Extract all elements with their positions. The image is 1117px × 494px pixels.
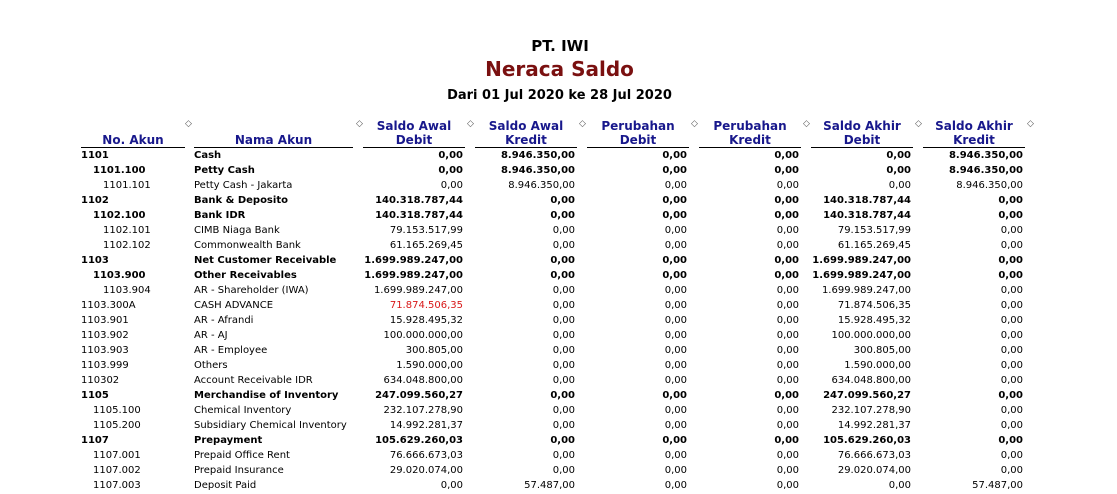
opening-debit-cell: 79.153.517,99 — [389, 225, 463, 236]
opening-debit-cell: 140.318.787,44 — [375, 195, 463, 206]
closing-credit-cell: 0,00 — [998, 270, 1023, 281]
opening-debit-cell: 634.048.800,00 — [383, 375, 463, 386]
change-credit-cell: 0,00 — [774, 150, 799, 161]
change-credit-cell: 0,00 — [776, 300, 799, 311]
col-header-opening-credit[interactable]: Saldo Awal Kredit — [475, 117, 577, 148]
account-no-cell: 1103.300A — [81, 300, 136, 311]
change-debit-cell: 0,00 — [664, 285, 687, 296]
change-debit-cell: 0,00 — [662, 165, 687, 176]
opening-debit-cell: 0,00 — [438, 165, 463, 176]
change-credit-cell: 0,00 — [776, 345, 799, 356]
change-credit-cell: 0,00 — [776, 330, 799, 341]
change-debit-cell: 0,00 — [664, 240, 687, 251]
closing-debit-cell: 0,00 — [886, 165, 911, 176]
closing-debit-cell: 1.699.989.247,00 — [812, 270, 911, 281]
table-row[interactable] — [0, 178, 1117, 193]
change-debit-cell: 0,00 — [662, 270, 687, 281]
table-row[interactable] — [0, 313, 1117, 328]
account-name-cell: Prepayment — [194, 435, 263, 446]
closing-debit-cell: 14.992.281,37 — [837, 420, 911, 431]
change-credit-cell: 0,00 — [776, 240, 799, 251]
account-no-cell: 1102.100 — [93, 210, 146, 221]
change-credit-cell: 0,00 — [774, 435, 799, 446]
account-no-cell: 110302 — [81, 375, 120, 386]
closing-debit-cell: 1.590.000,00 — [844, 360, 911, 371]
account-no-cell: 1107.003 — [93, 480, 141, 491]
closing-credit-cell: 0,00 — [1000, 360, 1023, 371]
closing-credit-cell: 0,00 — [1000, 285, 1023, 296]
change-credit-cell: 0,00 — [776, 465, 799, 476]
account-name-cell: Deposit Paid — [194, 480, 257, 491]
account-no-cell: 1101.101 — [103, 180, 151, 191]
table-row[interactable] — [0, 418, 1117, 433]
change-credit-cell: 0,00 — [776, 360, 799, 371]
closing-credit-cell: 8.946.350,00 — [948, 150, 1023, 161]
account-name-cell: CASH ADVANCE — [194, 300, 274, 311]
account-no-cell: 1105.100 — [93, 405, 141, 416]
closing-debit-cell: 140.318.787,44 — [823, 195, 911, 206]
sort-account-name-icon[interactable]: ◇ — [356, 119, 363, 129]
closing-debit-cell: 15.928.495,32 — [837, 315, 911, 326]
closing-debit-cell: 0,00 — [886, 150, 911, 161]
col-header-change-debit[interactable]: Perubahan Debit — [587, 117, 689, 148]
change-credit-cell: 0,00 — [774, 210, 799, 221]
opening-credit-cell: 0,00 — [552, 225, 575, 236]
opening-credit-cell: 0,00 — [552, 405, 575, 416]
opening-credit-cell: 57.487,00 — [524, 480, 575, 491]
account-name-cell: Merchandise of Inventory — [194, 390, 339, 401]
opening-debit-cell: 1.590.000,00 — [396, 360, 463, 371]
account-name-cell: Net Customer Receivable — [194, 255, 337, 266]
opening-debit-cell: 105.629.260,03 — [375, 435, 463, 446]
sort-closing-credit-icon[interactable]: ◇ — [1027, 119, 1034, 129]
change-debit-cell: 0,00 — [664, 360, 687, 371]
account-no-cell: 1103.904 — [103, 285, 151, 296]
report-title: Neraca Saldo — [485, 57, 634, 81]
change-debit-cell: 0,00 — [662, 255, 687, 266]
account-name-cell: AR - Afrandi — [194, 315, 254, 326]
account-name-cell: Chemical Inventory — [194, 405, 292, 416]
account-no-cell: 1107.002 — [93, 465, 141, 476]
trial-balance-table-body — [0, 148, 1117, 493]
opening-debit-cell: 1.699.989.247,00 — [373, 285, 463, 296]
sort-change-debit-icon[interactable]: ◇ — [691, 119, 698, 129]
sort-account-no-icon[interactable]: ◇ — [185, 119, 192, 129]
opening-debit-cell: 71.874.506,35 — [389, 300, 463, 311]
account-name-cell: Others — [194, 360, 228, 371]
closing-debit-cell: 300.805,00 — [853, 345, 911, 356]
account-name-cell: Prepaid Office Rent — [194, 450, 290, 461]
closing-credit-cell: 0,00 — [998, 255, 1023, 266]
account-name-cell: Prepaid Insurance — [194, 465, 284, 476]
closing-credit-cell: 0,00 — [998, 195, 1023, 206]
closing-credit-cell: 0,00 — [998, 435, 1023, 446]
table-row[interactable] — [0, 283, 1117, 298]
account-name-cell: Commonwealth Bank — [194, 240, 301, 251]
closing-credit-cell: 0,00 — [1000, 225, 1023, 236]
account-no-cell: 1107.001 — [93, 450, 141, 461]
opening-credit-cell: 8.946.350,00 — [500, 150, 575, 161]
table-row[interactable] — [0, 403, 1117, 418]
account-no-cell: 1103 — [81, 255, 109, 266]
opening-credit-cell: 0,00 — [552, 450, 575, 461]
change-credit-cell: 0,00 — [774, 270, 799, 281]
opening-debit-cell: 1.699.989.247,00 — [364, 255, 463, 266]
opening-debit-cell: 15.928.495,32 — [389, 315, 463, 326]
change-credit-cell: 0,00 — [776, 375, 799, 386]
change-debit-cell: 0,00 — [664, 450, 687, 461]
opening-credit-cell: 8.946.350,00 — [508, 180, 575, 191]
col-header-closing-debit[interactable]: Saldo Akhir Debit — [811, 117, 913, 148]
table-row[interactable] — [0, 463, 1117, 478]
account-name-cell: Other Receivables — [194, 270, 297, 281]
opening-credit-cell: 0,00 — [552, 315, 575, 326]
opening-debit-cell: 1.699.989.247,00 — [364, 270, 463, 281]
account-no-cell: 1103.902 — [81, 330, 129, 341]
closing-debit-cell: 1.699.989.247,00 — [821, 285, 911, 296]
closing-debit-cell: 140.318.787,44 — [823, 210, 911, 221]
account-name-cell: CIMB Niaga Bank — [194, 225, 280, 236]
account-no-cell: 1103.900 — [93, 270, 146, 281]
table-row[interactable] — [0, 448, 1117, 463]
table-row[interactable] — [0, 358, 1117, 373]
table-row[interactable] — [0, 388, 1117, 403]
change-credit-cell: 0,00 — [776, 480, 799, 491]
closing-debit-cell: 0,00 — [888, 480, 911, 491]
change-debit-cell: 0,00 — [664, 225, 687, 236]
change-debit-cell: 0,00 — [664, 330, 687, 341]
table-row[interactable] — [0, 163, 1117, 178]
account-name-cell: Petty Cash — [194, 165, 255, 176]
account-no-cell: 1102.102 — [103, 240, 151, 251]
opening-credit-cell: 0,00 — [550, 270, 575, 281]
account-name-cell: Bank IDR — [194, 210, 246, 221]
opening-credit-cell: 0,00 — [550, 390, 575, 401]
change-credit-cell: 0,00 — [774, 390, 799, 401]
change-debit-cell: 0,00 — [664, 345, 687, 356]
opening-debit-cell: 300.805,00 — [405, 345, 463, 356]
table-row[interactable] — [0, 343, 1117, 358]
opening-credit-cell: 0,00 — [552, 360, 575, 371]
table-row[interactable] — [0, 268, 1117, 283]
closing-credit-cell: 0,00 — [1000, 315, 1023, 326]
col-header-change-credit[interactable]: Perubahan Kredit — [699, 117, 801, 148]
change-debit-cell: 0,00 — [662, 150, 687, 161]
opening-debit-cell: 76.666.673,03 — [389, 450, 463, 461]
opening-debit-cell: 0,00 — [440, 180, 463, 191]
change-debit-cell: 0,00 — [664, 465, 687, 476]
closing-credit-cell: 0,00 — [998, 390, 1023, 401]
opening-credit-cell: 0,00 — [552, 330, 575, 341]
account-name-cell: Bank & Deposito — [194, 195, 288, 206]
table-row[interactable] — [0, 328, 1117, 343]
report-period: Dari 01 Jul 2020 ke 28 Jul 2020 — [447, 88, 672, 103]
closing-credit-cell: 0,00 — [1000, 240, 1023, 251]
account-no-cell: 1103.903 — [81, 345, 129, 356]
change-debit-cell: 0,00 — [664, 480, 687, 491]
table-row[interactable] — [0, 298, 1117, 313]
opening-debit-cell: 29.020.074,00 — [389, 465, 463, 476]
change-debit-cell: 0,00 — [664, 420, 687, 431]
opening-debit-cell: 140.318.787,44 — [375, 210, 463, 221]
col-header-account-name[interactable]: Nama Akun — [194, 117, 353, 148]
account-no-cell: 1102 — [81, 195, 109, 206]
opening-credit-cell: 0,00 — [552, 375, 575, 386]
change-debit-cell: 0,00 — [662, 210, 687, 221]
closing-debit-cell: 71.874.506,35 — [837, 300, 911, 311]
closing-debit-cell: 0,00 — [888, 180, 911, 191]
table-row[interactable] — [0, 208, 1117, 223]
closing-debit-cell: 100.000.000,00 — [831, 330, 911, 341]
closing-credit-cell: 0,00 — [1000, 300, 1023, 311]
opening-credit-cell: 0,00 — [550, 435, 575, 446]
closing-credit-cell: 0,00 — [1000, 345, 1023, 356]
closing-debit-cell: 105.629.260,03 — [823, 435, 911, 446]
closing-debit-cell: 634.048.800,00 — [831, 375, 911, 386]
opening-debit-cell: 14.992.281,37 — [389, 420, 463, 431]
closing-debit-cell: 29.020.074,00 — [837, 465, 911, 476]
col-header-opening-debit[interactable]: Saldo Awal Debit — [363, 117, 465, 148]
opening-debit-cell: 247.099.560,27 — [375, 390, 463, 401]
closing-credit-cell: 0,00 — [1000, 420, 1023, 431]
change-debit-cell: 0,00 — [664, 375, 687, 386]
closing-credit-cell: 0,00 — [1000, 375, 1023, 386]
table-row[interactable] — [0, 193, 1117, 208]
opening-credit-cell: 0,00 — [550, 255, 575, 266]
opening-debit-cell: 100.000.000,00 — [383, 330, 463, 341]
account-no-cell: 1102.101 — [103, 225, 151, 236]
opening-debit-cell: 61.165.269,45 — [389, 240, 463, 251]
table-row[interactable] — [0, 373, 1117, 388]
change-credit-cell: 0,00 — [774, 165, 799, 176]
account-no-cell: 1101.100 — [93, 165, 146, 176]
table-row[interactable] — [0, 223, 1117, 238]
change-credit-cell: 0,00 — [774, 195, 799, 206]
company-name: PT. IWI — [531, 37, 589, 55]
closing-credit-cell: 0,00 — [1000, 405, 1023, 416]
sort-opening-credit-icon[interactable]: ◇ — [579, 119, 586, 129]
closing-credit-cell: 0,00 — [1000, 465, 1023, 476]
change-credit-cell: 0,00 — [776, 315, 799, 326]
change-debit-cell: 0,00 — [664, 315, 687, 326]
change-debit-cell: 0,00 — [664, 180, 687, 191]
opening-credit-cell: 0,00 — [552, 465, 575, 476]
closing-credit-cell: 0,00 — [998, 210, 1023, 221]
table-row[interactable] — [0, 478, 1117, 493]
closing-debit-cell: 247.099.560,27 — [823, 390, 911, 401]
table-row[interactable] — [0, 238, 1117, 253]
opening-credit-cell: 8.946.350,00 — [500, 165, 575, 176]
account-name-cell: AR - AJ — [194, 330, 228, 341]
change-credit-cell: 0,00 — [776, 420, 799, 431]
closing-debit-cell: 61.165.269,45 — [837, 240, 911, 251]
table-row[interactable] — [0, 253, 1117, 268]
opening-credit-cell: 0,00 — [552, 285, 575, 296]
closing-credit-cell: 0,00 — [1000, 330, 1023, 341]
account-no-cell: 1103.901 — [81, 315, 129, 326]
change-credit-cell: 0,00 — [776, 285, 799, 296]
opening-credit-cell: 0,00 — [552, 345, 575, 356]
closing-credit-cell: 8.946.350,00 — [948, 165, 1023, 176]
change-debit-cell: 0,00 — [662, 195, 687, 206]
opening-credit-cell: 0,00 — [550, 210, 575, 221]
change-debit-cell: 0,00 — [662, 390, 687, 401]
opening-credit-cell: 0,00 — [552, 420, 575, 431]
sort-change-credit-icon[interactable]: ◇ — [803, 119, 810, 129]
account-name-cell: Petty Cash - Jakarta — [194, 180, 293, 191]
table-row[interactable] — [0, 148, 1117, 163]
account-no-cell: 1105 — [81, 390, 109, 401]
account-no-cell: 1101 — [81, 150, 109, 161]
closing-debit-cell: 1.699.989.247,00 — [812, 255, 911, 266]
change-credit-cell: 0,00 — [776, 225, 799, 236]
closing-debit-cell: 232.107.278,90 — [831, 405, 911, 416]
account-name-cell: AR - Employee — [194, 345, 268, 356]
change-credit-cell: 0,00 — [776, 405, 799, 416]
closing-debit-cell: 79.153.517,99 — [837, 225, 911, 236]
account-name-cell: Subsidiary Chemical Inventory — [194, 420, 347, 431]
opening-credit-cell: 0,00 — [552, 300, 575, 311]
closing-credit-cell: 57.487,00 — [972, 480, 1023, 491]
sort-opening-debit-icon[interactable]: ◇ — [467, 119, 474, 129]
opening-credit-cell: 0,00 — [550, 195, 575, 206]
closing-debit-cell: 76.666.673,03 — [837, 450, 911, 461]
opening-debit-cell: 0,00 — [438, 150, 463, 161]
account-no-cell: 1107 — [81, 435, 109, 446]
sort-closing-debit-icon[interactable]: ◇ — [915, 119, 922, 129]
change-debit-cell: 0,00 — [662, 435, 687, 446]
change-credit-cell: 0,00 — [776, 180, 799, 191]
col-header-closing-credit[interactable]: Saldo Akhir Kredit — [923, 117, 1025, 148]
account-no-cell: 1105.200 — [93, 420, 141, 431]
closing-credit-cell: 8.946.350,00 — [956, 180, 1023, 191]
col-header-account-no[interactable]: No. Akun — [81, 117, 185, 148]
change-credit-cell: 0,00 — [776, 450, 799, 461]
account-no-cell: 1103.999 — [81, 360, 129, 371]
table-row[interactable] — [0, 433, 1117, 448]
change-debit-cell: 0,00 — [664, 300, 687, 311]
change-debit-cell: 0,00 — [664, 405, 687, 416]
account-name-cell: Account Receivable IDR — [194, 375, 313, 386]
opening-debit-cell: 232.107.278,90 — [383, 405, 463, 416]
account-name-cell: Cash — [194, 150, 222, 161]
opening-credit-cell: 0,00 — [552, 240, 575, 251]
closing-credit-cell: 0,00 — [1000, 450, 1023, 461]
change-credit-cell: 0,00 — [774, 255, 799, 266]
opening-debit-cell: 0,00 — [440, 480, 463, 491]
account-name-cell: AR - Shareholder (IWA) — [194, 285, 309, 296]
